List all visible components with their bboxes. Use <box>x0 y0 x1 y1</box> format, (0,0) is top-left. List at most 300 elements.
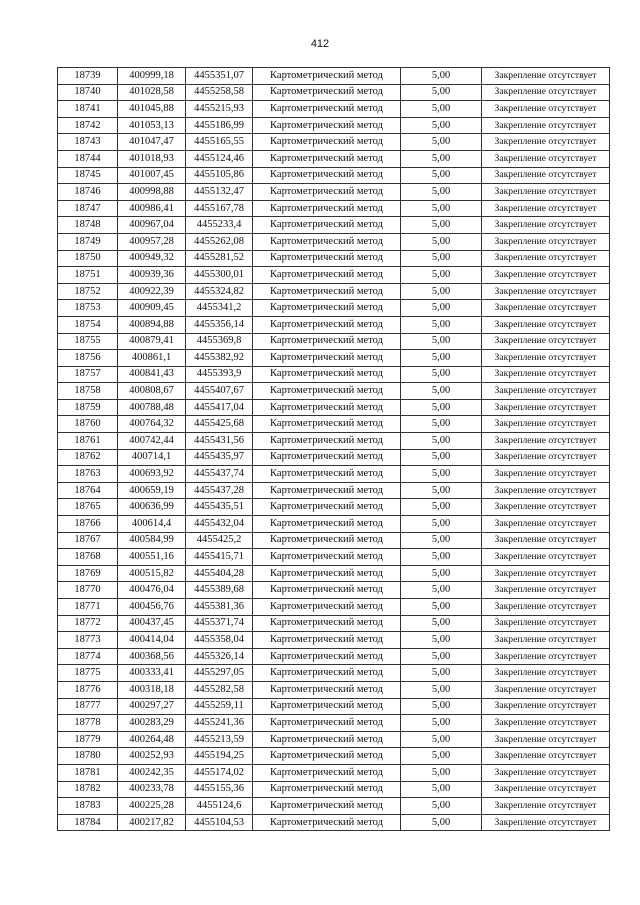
x-coordinate-cell: 400808,67 <box>118 383 186 400</box>
fixation-cell: Закрепление отсутствует <box>482 814 610 831</box>
point-number-cell: 18778 <box>58 715 118 732</box>
method-cell: Картометрический метод <box>253 134 401 151</box>
y-coordinate-cell: 4455105,86 <box>186 167 253 184</box>
y-coordinate-cell: 4455393,9 <box>186 366 253 383</box>
point-number-cell: 18742 <box>58 117 118 134</box>
accuracy-cell: 5,00 <box>401 715 482 732</box>
point-number-cell: 18771 <box>58 599 118 616</box>
table-row <box>58 366 610 383</box>
point-number-cell: 18770 <box>58 582 118 599</box>
point-number-cell: 18756 <box>58 350 118 367</box>
table-row <box>58 233 610 250</box>
y-coordinate-cell: 4455431,56 <box>186 433 253 450</box>
fixation-cell: Закрепление отсутствует <box>482 350 610 367</box>
point-number-cell: 18773 <box>58 632 118 649</box>
fixation-cell: Закрепление отсутствует <box>482 698 610 715</box>
y-coordinate-cell: 4455213,59 <box>186 731 253 748</box>
method-cell: Картометрический метод <box>253 814 401 831</box>
method-cell: Картометрический метод <box>253 383 401 400</box>
accuracy-cell: 5,00 <box>401 549 482 566</box>
fixation-cell: Закрепление отсутствует <box>482 565 610 582</box>
point-number-cell: 18750 <box>58 250 118 267</box>
y-coordinate-cell: 4455435,97 <box>186 449 253 466</box>
y-coordinate-cell: 4455155,36 <box>186 781 253 798</box>
table-row <box>58 184 610 201</box>
y-coordinate-cell: 4455407,67 <box>186 383 253 400</box>
coordinates-table <box>57 67 610 831</box>
x-coordinate-cell: 400714,1 <box>118 449 186 466</box>
accuracy-cell: 5,00 <box>401 599 482 616</box>
y-coordinate-cell: 4455215,93 <box>186 101 253 118</box>
fixation-cell: Закрепление отсутствует <box>482 516 610 533</box>
y-coordinate-cell: 4455297,05 <box>186 665 253 682</box>
table-row <box>58 433 610 450</box>
method-cell: Картометрический метод <box>253 233 401 250</box>
method-cell: Картометрический метод <box>253 532 401 549</box>
fixation-cell: Закрепление отсутствует <box>482 582 610 599</box>
accuracy-cell: 5,00 <box>401 615 482 632</box>
x-coordinate-cell: 400252,93 <box>118 748 186 765</box>
x-coordinate-cell: 400318,18 <box>118 681 186 698</box>
method-cell: Картометрический метод <box>253 316 401 333</box>
point-number-cell: 18760 <box>58 416 118 433</box>
method-cell: Картометрический метод <box>253 150 401 167</box>
accuracy-cell: 5,00 <box>401 383 482 400</box>
x-coordinate-cell: 401047,47 <box>118 134 186 151</box>
method-cell: Картометрический метод <box>253 167 401 184</box>
x-coordinate-cell: 400949,32 <box>118 250 186 267</box>
accuracy-cell: 5,00 <box>401 798 482 815</box>
table-row <box>58 549 610 566</box>
point-number-cell: 18774 <box>58 648 118 665</box>
y-coordinate-cell: 4455282,58 <box>186 681 253 698</box>
table-row <box>58 316 610 333</box>
accuracy-cell: 5,00 <box>401 499 482 516</box>
table-row <box>58 134 610 151</box>
x-coordinate-cell: 400368,56 <box>118 648 186 665</box>
point-number-cell: 18745 <box>58 167 118 184</box>
point-number-cell: 18757 <box>58 366 118 383</box>
fixation-cell: Закрепление отсутствует <box>482 283 610 300</box>
accuracy-cell: 5,00 <box>401 283 482 300</box>
fixation-cell: Закрепление отсутствует <box>482 532 610 549</box>
x-coordinate-cell: 400551,16 <box>118 549 186 566</box>
x-coordinate-cell: 400217,82 <box>118 814 186 831</box>
accuracy-cell: 5,00 <box>401 399 482 416</box>
method-cell: Картометрический метод <box>253 648 401 665</box>
table-row <box>58 68 610 85</box>
point-number-cell: 18780 <box>58 748 118 765</box>
point-number-cell: 18777 <box>58 698 118 715</box>
method-cell: Картометрический метод <box>253 516 401 533</box>
accuracy-cell: 5,00 <box>401 781 482 798</box>
x-coordinate-cell: 400264,48 <box>118 731 186 748</box>
fixation-cell: Закрепление отсутствует <box>482 101 610 118</box>
y-coordinate-cell: 4455389,68 <box>186 582 253 599</box>
x-coordinate-cell: 400614,4 <box>118 516 186 533</box>
fixation-cell: Закрепление отсутствует <box>482 316 610 333</box>
x-coordinate-cell: 400333,41 <box>118 665 186 682</box>
y-coordinate-cell: 4455241,36 <box>186 715 253 732</box>
table-body <box>58 68 610 831</box>
y-coordinate-cell: 4455356,14 <box>186 316 253 333</box>
y-coordinate-cell: 4455104,53 <box>186 814 253 831</box>
method-cell: Картометрический метод <box>253 764 401 781</box>
method-cell: Картометрический метод <box>253 582 401 599</box>
point-number-cell: 18769 <box>58 565 118 582</box>
point-number-cell: 18784 <box>58 814 118 831</box>
method-cell: Картометрический метод <box>253 466 401 483</box>
y-coordinate-cell: 4455124,6 <box>186 798 253 815</box>
method-cell: Картометрический метод <box>253 399 401 416</box>
x-coordinate-cell: 400584,99 <box>118 532 186 549</box>
fixation-cell: Закрепление отсутствует <box>482 68 610 85</box>
table-row <box>58 665 610 682</box>
method-cell: Картометрический метод <box>253 748 401 765</box>
table-row <box>58 565 610 582</box>
method-cell: Картометрический метод <box>253 350 401 367</box>
fixation-cell: Закрепление отсутствует <box>482 449 610 466</box>
accuracy-cell: 5,00 <box>401 333 482 350</box>
accuracy-cell: 5,00 <box>401 200 482 217</box>
accuracy-cell: 5,00 <box>401 416 482 433</box>
method-cell: Картометрический метод <box>253 68 401 85</box>
accuracy-cell: 5,00 <box>401 217 482 234</box>
method-cell: Картометрический метод <box>253 283 401 300</box>
point-number-cell: 18781 <box>58 764 118 781</box>
table-row <box>58 648 610 665</box>
point-number-cell: 18779 <box>58 731 118 748</box>
fixation-cell: Закрепление отсутствует <box>482 184 610 201</box>
fixation-cell: Закрепление отсутствует <box>482 117 610 134</box>
y-coordinate-cell: 4455341,2 <box>186 300 253 317</box>
x-coordinate-cell: 400879,41 <box>118 333 186 350</box>
table-row <box>58 582 610 599</box>
table-row <box>58 466 610 483</box>
fixation-cell: Закрепление отсутствует <box>482 748 610 765</box>
x-coordinate-cell: 400476,04 <box>118 582 186 599</box>
point-number-cell: 18751 <box>58 267 118 284</box>
accuracy-cell: 5,00 <box>401 731 482 748</box>
y-coordinate-cell: 4455233,4 <box>186 217 253 234</box>
method-cell: Картометрический метод <box>253 200 401 217</box>
x-coordinate-cell: 400909,45 <box>118 300 186 317</box>
point-number-cell: 18758 <box>58 383 118 400</box>
method-cell: Картометрический метод <box>253 250 401 267</box>
point-number-cell: 18752 <box>58 283 118 300</box>
accuracy-cell: 5,00 <box>401 665 482 682</box>
method-cell: Картометрический метод <box>253 184 401 201</box>
x-coordinate-cell: 400922,39 <box>118 283 186 300</box>
accuracy-cell: 5,00 <box>401 366 482 383</box>
y-coordinate-cell: 4455165,55 <box>186 134 253 151</box>
accuracy-cell: 5,00 <box>401 698 482 715</box>
fixation-cell: Закрепление отсутствует <box>482 665 610 682</box>
fixation-cell: Закрепление отсутствует <box>482 366 610 383</box>
fixation-cell: Закрепление отсутствует <box>482 648 610 665</box>
method-cell: Картометрический метод <box>253 217 401 234</box>
fixation-cell: Закрепление отсутствует <box>482 466 610 483</box>
fixation-cell: Закрепление отсутствует <box>482 615 610 632</box>
table-row <box>58 632 610 649</box>
y-coordinate-cell: 4455358,04 <box>186 632 253 649</box>
table-row <box>58 798 610 815</box>
fixation-cell: Закрепление отсутствует <box>482 433 610 450</box>
table-row <box>58 449 610 466</box>
fixation-cell: Закрепление отсутствует <box>482 599 610 616</box>
y-coordinate-cell: 4455437,74 <box>186 466 253 483</box>
method-cell: Картометрический метод <box>253 798 401 815</box>
y-coordinate-cell: 4455371,74 <box>186 615 253 632</box>
point-number-cell: 18739 <box>58 68 118 85</box>
method-cell: Картометрический метод <box>253 333 401 350</box>
x-coordinate-cell: 400861,1 <box>118 350 186 367</box>
accuracy-cell: 5,00 <box>401 150 482 167</box>
accuracy-cell: 5,00 <box>401 167 482 184</box>
fixation-cell: Закрепление отсутствует <box>482 333 610 350</box>
point-number-cell: 18767 <box>58 532 118 549</box>
table-row <box>58 748 610 765</box>
y-coordinate-cell: 4455437,28 <box>186 482 253 499</box>
point-number-cell: 18783 <box>58 798 118 815</box>
table-row <box>58 715 610 732</box>
method-cell: Картометрический метод <box>253 549 401 566</box>
table-row <box>58 416 610 433</box>
table-row <box>58 217 610 234</box>
x-coordinate-cell: 400456,76 <box>118 599 186 616</box>
point-number-cell: 18782 <box>58 781 118 798</box>
point-number-cell: 18746 <box>58 184 118 201</box>
table-row <box>58 150 610 167</box>
page-number: 412 <box>310 38 330 50</box>
table-row <box>58 599 610 616</box>
accuracy-cell: 5,00 <box>401 532 482 549</box>
table-row <box>58 532 610 549</box>
point-number-cell: 18759 <box>58 399 118 416</box>
y-coordinate-cell: 4455404,28 <box>186 565 253 582</box>
accuracy-cell: 5,00 <box>401 632 482 649</box>
y-coordinate-cell: 4455417,04 <box>186 399 253 416</box>
fixation-cell: Закрепление отсутствует <box>482 200 610 217</box>
fixation-cell: Закрепление отсутствует <box>482 134 610 151</box>
accuracy-cell: 5,00 <box>401 748 482 765</box>
accuracy-cell: 5,00 <box>401 814 482 831</box>
point-number-cell: 18748 <box>58 217 118 234</box>
accuracy-cell: 5,00 <box>401 233 482 250</box>
accuracy-cell: 5,00 <box>401 516 482 533</box>
y-coordinate-cell: 4455194,25 <box>186 748 253 765</box>
x-coordinate-cell: 401018,93 <box>118 150 186 167</box>
accuracy-cell: 5,00 <box>401 316 482 333</box>
x-coordinate-cell: 400957,28 <box>118 233 186 250</box>
fixation-cell: Закрепление отсутствует <box>482 764 610 781</box>
accuracy-cell: 5,00 <box>401 681 482 698</box>
x-coordinate-cell: 401007,45 <box>118 167 186 184</box>
x-coordinate-cell: 401053,13 <box>118 117 186 134</box>
method-cell: Картометрический метод <box>253 565 401 582</box>
x-coordinate-cell: 400233,78 <box>118 781 186 798</box>
accuracy-cell: 5,00 <box>401 68 482 85</box>
table-row <box>58 482 610 499</box>
method-cell: Картометрический метод <box>253 449 401 466</box>
accuracy-cell: 5,00 <box>401 84 482 101</box>
x-coordinate-cell: 400225,28 <box>118 798 186 815</box>
accuracy-cell: 5,00 <box>401 582 482 599</box>
y-coordinate-cell: 4455132,47 <box>186 184 253 201</box>
method-cell: Картометрический метод <box>253 499 401 516</box>
x-coordinate-cell: 400894,88 <box>118 316 186 333</box>
method-cell: Картометрический метод <box>253 731 401 748</box>
point-number-cell: 18753 <box>58 300 118 317</box>
fixation-cell: Закрепление отсутствует <box>482 715 610 732</box>
fixation-cell: Закрепление отсутствует <box>482 217 610 234</box>
fixation-cell: Закрепление отсутствует <box>482 250 610 267</box>
point-number-cell: 18755 <box>58 333 118 350</box>
x-coordinate-cell: 400659,19 <box>118 482 186 499</box>
method-cell: Картометрический метод <box>253 416 401 433</box>
point-number-cell: 18744 <box>58 150 118 167</box>
point-number-cell: 18765 <box>58 499 118 516</box>
table-row <box>58 615 610 632</box>
x-coordinate-cell: 400283,29 <box>118 715 186 732</box>
x-coordinate-cell: 400788,48 <box>118 399 186 416</box>
x-coordinate-cell: 400636,99 <box>118 499 186 516</box>
y-coordinate-cell: 4455259,11 <box>186 698 253 715</box>
x-coordinate-cell: 400742,44 <box>118 433 186 450</box>
fixation-cell: Закрепление отсутствует <box>482 416 610 433</box>
fixation-cell: Закрепление отсутствует <box>482 300 610 317</box>
fixation-cell: Закрепление отсутствует <box>482 632 610 649</box>
table-row <box>58 200 610 217</box>
fixation-cell: Закрепление отсутствует <box>482 549 610 566</box>
x-coordinate-cell: 400242,35 <box>118 764 186 781</box>
accuracy-cell: 5,00 <box>401 482 482 499</box>
table-row <box>58 333 610 350</box>
fixation-cell: Закрепление отсутствует <box>482 150 610 167</box>
method-cell: Картометрический метод <box>253 300 401 317</box>
y-coordinate-cell: 4455382,92 <box>186 350 253 367</box>
x-coordinate-cell: 401028,58 <box>118 84 186 101</box>
method-cell: Картометрический метод <box>253 433 401 450</box>
y-coordinate-cell: 4455258,58 <box>186 84 253 101</box>
x-coordinate-cell: 400939,36 <box>118 267 186 284</box>
table-row <box>58 499 610 516</box>
accuracy-cell: 5,00 <box>401 565 482 582</box>
x-coordinate-cell: 400967,04 <box>118 217 186 234</box>
table-row <box>58 698 610 715</box>
table-row <box>58 84 610 101</box>
fixation-cell: Закрепление отсутствует <box>482 167 610 184</box>
y-coordinate-cell: 4455262,08 <box>186 233 253 250</box>
accuracy-cell: 5,00 <box>401 250 482 267</box>
accuracy-cell: 5,00 <box>401 134 482 151</box>
point-number-cell: 18749 <box>58 233 118 250</box>
x-coordinate-cell: 400437,45 <box>118 615 186 632</box>
x-coordinate-cell: 400841,43 <box>118 366 186 383</box>
point-number-cell: 18766 <box>58 516 118 533</box>
point-number-cell: 18762 <box>58 449 118 466</box>
x-coordinate-cell: 400693,92 <box>118 466 186 483</box>
table-row <box>58 781 610 798</box>
y-coordinate-cell: 4455425,2 <box>186 532 253 549</box>
y-coordinate-cell: 4455432,04 <box>186 516 253 533</box>
method-cell: Картометрический метод <box>253 665 401 682</box>
fixation-cell: Закрепление отсутствует <box>482 781 610 798</box>
fixation-cell: Закрепление отсутствует <box>482 84 610 101</box>
y-coordinate-cell: 4455369,8 <box>186 333 253 350</box>
table-row <box>58 167 610 184</box>
method-cell: Картометрический метод <box>253 781 401 798</box>
y-coordinate-cell: 4455415,71 <box>186 549 253 566</box>
y-coordinate-cell: 4455186,99 <box>186 117 253 134</box>
point-number-cell: 18775 <box>58 665 118 682</box>
x-coordinate-cell: 400986,41 <box>118 200 186 217</box>
x-coordinate-cell: 400414,04 <box>118 632 186 649</box>
table-row <box>58 764 610 781</box>
y-coordinate-cell: 4455425,68 <box>186 416 253 433</box>
x-coordinate-cell: 400297,27 <box>118 698 186 715</box>
x-coordinate-cell: 400998,88 <box>118 184 186 201</box>
y-coordinate-cell: 4455281,52 <box>186 250 253 267</box>
point-number-cell: 18741 <box>58 101 118 118</box>
point-number-cell: 18764 <box>58 482 118 499</box>
y-coordinate-cell: 4455174,02 <box>186 764 253 781</box>
accuracy-cell: 5,00 <box>401 101 482 118</box>
accuracy-cell: 5,00 <box>401 350 482 367</box>
y-coordinate-cell: 4455326,14 <box>186 648 253 665</box>
method-cell: Картометрический метод <box>253 84 401 101</box>
fixation-cell: Закрепление отсутствует <box>482 798 610 815</box>
method-cell: Картометрический метод <box>253 615 401 632</box>
fixation-cell: Закрепление отсутствует <box>482 267 610 284</box>
y-coordinate-cell: 4455381,36 <box>186 599 253 616</box>
table-row <box>58 350 610 367</box>
method-cell: Картометрический метод <box>253 715 401 732</box>
x-coordinate-cell: 400764,32 <box>118 416 186 433</box>
accuracy-cell: 5,00 <box>401 764 482 781</box>
point-number-cell: 18776 <box>58 681 118 698</box>
method-cell: Картометрический метод <box>253 681 401 698</box>
table-row <box>58 250 610 267</box>
accuracy-cell: 5,00 <box>401 300 482 317</box>
fixation-cell: Закрепление отсутствует <box>482 499 610 516</box>
accuracy-cell: 5,00 <box>401 449 482 466</box>
point-number-cell: 18754 <box>58 316 118 333</box>
accuracy-cell: 5,00 <box>401 117 482 134</box>
point-number-cell: 18747 <box>58 200 118 217</box>
accuracy-cell: 5,00 <box>401 267 482 284</box>
accuracy-cell: 5,00 <box>401 466 482 483</box>
accuracy-cell: 5,00 <box>401 648 482 665</box>
point-number-cell: 18761 <box>58 433 118 450</box>
fixation-cell: Закрепление отсутствует <box>482 731 610 748</box>
point-number-cell: 18768 <box>58 549 118 566</box>
y-coordinate-cell: 4455435,51 <box>186 499 253 516</box>
method-cell: Картометрический метод <box>253 698 401 715</box>
y-coordinate-cell: 4455324,82 <box>186 283 253 300</box>
x-coordinate-cell: 400999,18 <box>118 68 186 85</box>
y-coordinate-cell: 4455351,07 <box>186 68 253 85</box>
fixation-cell: Закрепление отсутствует <box>482 399 610 416</box>
table-row <box>58 300 610 317</box>
method-cell: Картометрический метод <box>253 482 401 499</box>
y-coordinate-cell: 4455300,01 <box>186 267 253 284</box>
fixation-cell: Закрепление отсутствует <box>482 681 610 698</box>
table-row <box>58 399 610 416</box>
fixation-cell: Закрепление отсутствует <box>482 233 610 250</box>
point-number-cell: 18743 <box>58 134 118 151</box>
fixation-cell: Закрепление отсутствует <box>482 482 610 499</box>
